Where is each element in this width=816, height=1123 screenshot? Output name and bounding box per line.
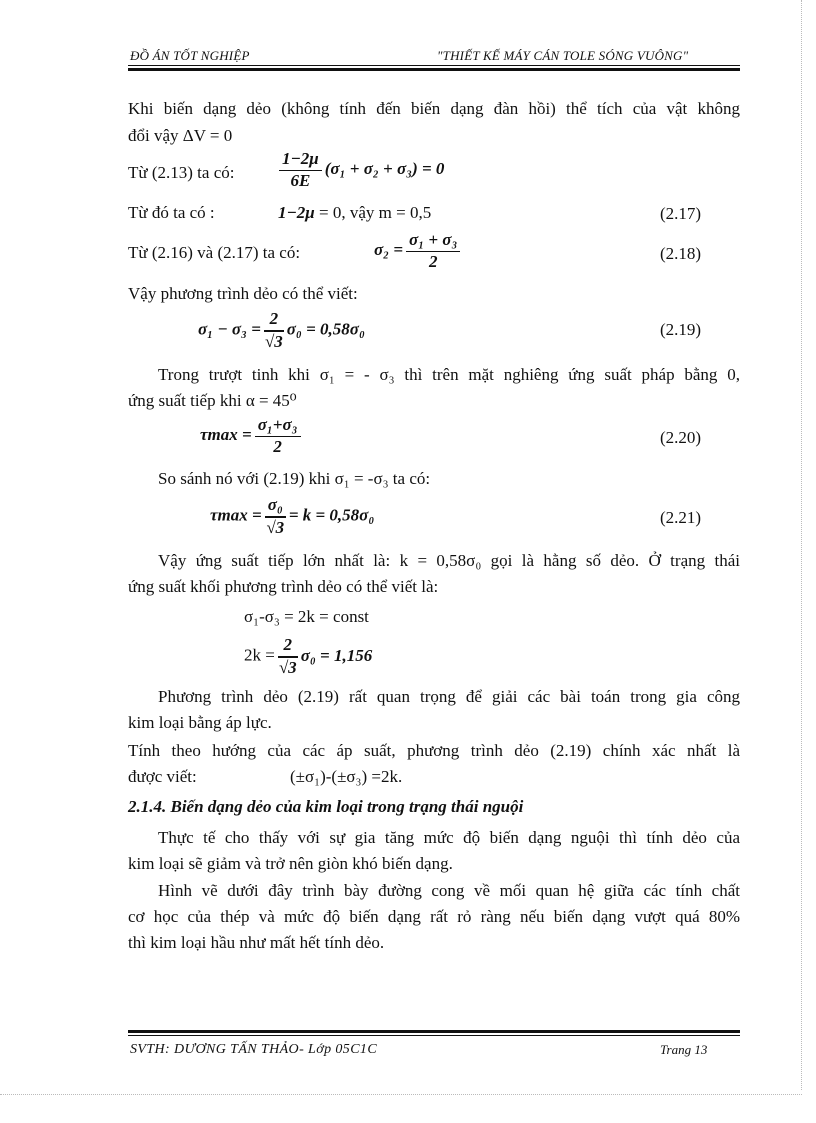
p4-line2: kim loại bằng áp lực.: [128, 713, 272, 732]
compare-line: So sánh nó với (2.19) khi σ₁ = -σ₃ ta có:: [158, 469, 431, 488]
p6-line2: kim loại sẽ giảm và trở nên giòn khó biến dạng.: [128, 854, 453, 873]
p3-line2: ứng suất khối phương trình dẻo có thể viết là:: [128, 577, 439, 596]
eq217-lhs: 1−2μ: [278, 203, 315, 222]
eq221-num: σ₀: [265, 496, 286, 517]
equation-221: [210, 496, 374, 537]
page-border-bottom: [0, 1094, 802, 1095]
eq-number-221: (2.21): [660, 508, 702, 527]
footer-rule-thin: [128, 1035, 740, 1036]
eq213-rest: (σ₁ + σ₂ + σ₃) = 0: [324, 159, 445, 179]
p2-line1: Trong trượt tinh khi σ₁ = - σ₃ thì trên mặt nghiêng ứng suất pháp bằng 0,: [158, 365, 740, 384]
eq218-den: 2: [428, 251, 438, 271]
eq2k-den: √3: [278, 657, 297, 677]
eq221-den: √3: [266, 517, 285, 537]
header-rule-thin: [128, 65, 740, 66]
plastic-eq-intro: Vậy phương trình dẻo có thể viết:: [128, 284, 358, 303]
equation-217: [278, 204, 431, 221]
eq220-den: 2: [273, 436, 282, 456]
p7-line1: Hình vẽ dưới đây trình bày đường cong về mối quan hệ giữa các tính chất: [158, 881, 740, 900]
from-216-label: Từ (2.16) và (2.17) ta có:: [128, 243, 301, 262]
eq221-lhs: τmax =: [210, 505, 262, 525]
eq2k-lhs: 2k =: [244, 645, 275, 665]
eq2k-rest: σ₀ = 1,156: [300, 645, 373, 665]
eq-number-217: (2.17): [660, 204, 702, 223]
footer-left: SVTH: DƯƠNG TẤN THẢO- Lớp 05C1C: [130, 1042, 378, 1057]
eq-number-219: (2.19): [660, 320, 702, 339]
header-rule-thick: [128, 68, 740, 71]
p5-line1: Tính theo hướng của các áp suất, phương trình dẻo (2.19) chính xác nhất là: [128, 741, 740, 760]
equation-218: [374, 231, 463, 271]
eq-number-220: (2.20): [660, 428, 702, 447]
eq213-num: 1−2μ: [279, 150, 322, 171]
eq220-lhs: τmax =: [200, 425, 252, 445]
p1-line2: đổi vậy ΔV = 0: [128, 126, 233, 145]
p4-line1: Phương trình dẻo (2.19) rất quan trọng để giải các bài toán trong gia công: [158, 687, 740, 706]
from-213-label: Từ (2.13) ta có:: [128, 163, 235, 182]
p7-line2: cơ học của thép và mức độ biến dạng rất rỏ ràng nếu biến dạng vượt quá 80%: [128, 907, 740, 926]
eq219-den: √3: [264, 331, 283, 351]
section-heading-2-1-4: 2.1.4. Biến dạng dẻo của kim loại trong trạng thái nguội: [128, 797, 524, 816]
eq218-num: σ₁ + σ₃: [406, 231, 460, 252]
page-border-right: [801, 0, 802, 1090]
p6-line1: Thực tế cho thấy với sự gia tăng mức độ biến dạng nguội thì tính dẻo của: [158, 828, 740, 847]
eq220-num: σ₁+σ₃: [255, 416, 301, 437]
equation-219: [198, 310, 365, 351]
eq221-rest: = k = 0,58σ₀: [288, 505, 375, 525]
eq219-num: 2: [264, 310, 284, 331]
p5-line2a: được viết:: [128, 767, 197, 786]
eq217-text: = 0, vậy m = 0,5: [319, 203, 432, 222]
equation-2k: [244, 636, 372, 677]
footer-page-number: Trang 13: [660, 1042, 708, 1057]
header-left: ĐỒ ÁN TỐT NGHIỆP: [130, 48, 250, 63]
p1-line1: Khi biến dạng dẻo (không tính đến biến dạng đàn hồi) thể tích của vật không: [128, 99, 740, 118]
eq2k-num: 2: [278, 636, 298, 657]
header-right: "THIẾT KẾ MÁY CÁN TOLE SÓNG VUÔNG": [437, 48, 689, 63]
eq219-rest: σ₀ = 0,58σ₀: [286, 319, 365, 339]
p2-line2: ứng suất tiếp khi α = 45⁰: [128, 391, 297, 410]
equation-220: [200, 416, 304, 456]
p3-line1: Vậy ứng suất tiếp lớn nhất là: k = 0,58σ₀ gọi là hằng số dẻo. Ở trạng thái: [158, 551, 740, 570]
from-there-label: Từ đó ta có :: [128, 203, 215, 222]
const-equation: σ₁-σ₃ = 2k = const: [244, 607, 369, 626]
eq219-lhs: σ₁ − σ₃ =: [198, 319, 261, 339]
footer-rule-thick: [128, 1030, 740, 1033]
p5-line2b: (±σ₁)-(±σ₃) =2k.: [290, 767, 403, 786]
equation-213: [276, 150, 444, 190]
eq218-lhs: σ₂ =: [374, 240, 404, 260]
p7-line3: thì kim loại hầu như mất hết tính dẻo.: [128, 933, 385, 952]
eq213-den: 6E: [290, 170, 311, 190]
eq-number-218: (2.18): [660, 244, 702, 263]
